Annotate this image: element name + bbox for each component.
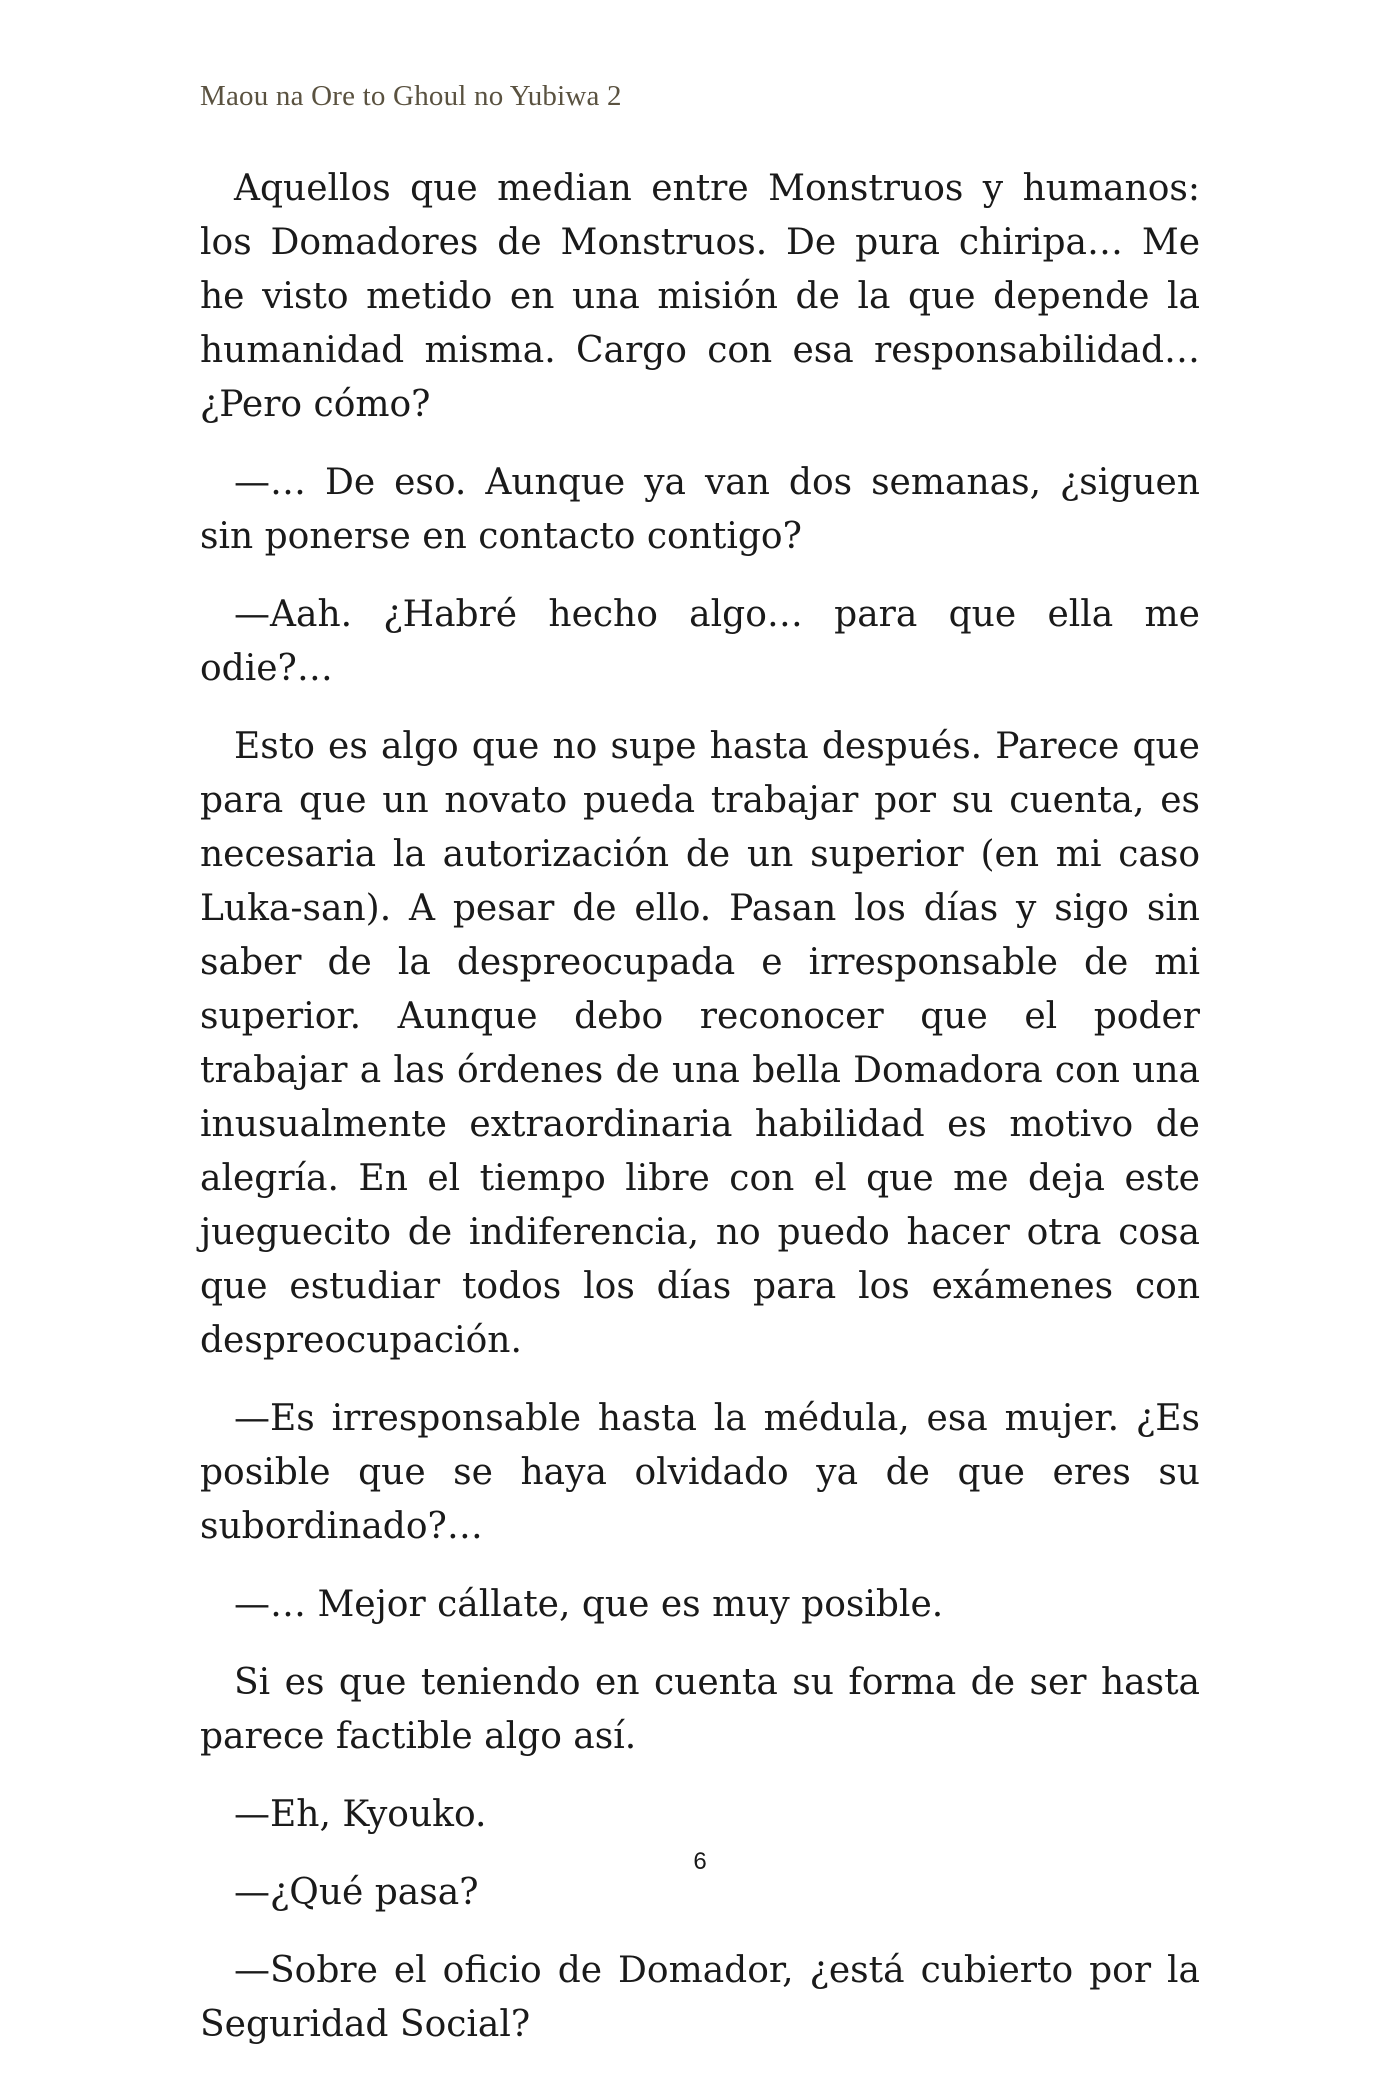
paragraph: Si es que teniendo en cuenta su forma de ser hasta parece factible algo así. <box>200 1662 1200 1757</box>
running-header: Maou na Ore to Ghoul no Yubiwa 2 <box>200 80 622 112</box>
body-text <box>200 162 1200 2076</box>
page-number: 6 <box>693 1848 707 1875</box>
dialogue-line: —… Mejor cállate, que es muy posible. <box>234 1584 944 1625</box>
dialogue-line: —¿Qué pasa? <box>234 1872 479 1913</box>
paragraph: Esto es algo que no supe hasta después. Parece que para que un novato pueda trabajar por su cuenta, es necesaria la autorización de un superior (en mi caso Luka-san). A pesar de ello. Pasan los días y sigo sin saber de la despreocupada e irresponsable de mi superior. Aunque debo reconocer que el poder trabajar a las órdenes de una bella Domadora con una inusualmente extraordinaria habilidad es motivo de alegría. En el tiempo libre con el que me deja este jueguecito de indiferencia, no puedo hacer otra cosa que estudiar todos los días para los exámenes con despreocupación. <box>200 726 1200 1361</box>
dialogue-line: —Sobre el oficio de Domador, ¿está cubierto por la Seguridad Social? <box>200 1950 1200 2045</box>
dialogue-line: —Eh, Kyouko. <box>234 1794 487 1835</box>
dialogue-line: —… De eso. Aunque ya van dos semanas, ¿siguen sin ponerse en contacto contigo? <box>200 462 1200 557</box>
dialogue-line: —Aah. ¿Habré hecho algo… para que ella me odie?… <box>200 594 1200 689</box>
dialogue-line: —Es irresponsable hasta la médula, esa mujer. ¿Es posible que se haya olvidado ya de que eres su subordinado?… <box>200 1398 1200 1547</box>
paragraph: Aquellos que median entre Monstruos y humanos: los Domadores de Monstruos. De pura chiripa… Me he visto metido en una misión de la que depende la humanidad misma. Cargo con esa responsabilidad… ¿Pero cómo? <box>200 168 1200 425</box>
